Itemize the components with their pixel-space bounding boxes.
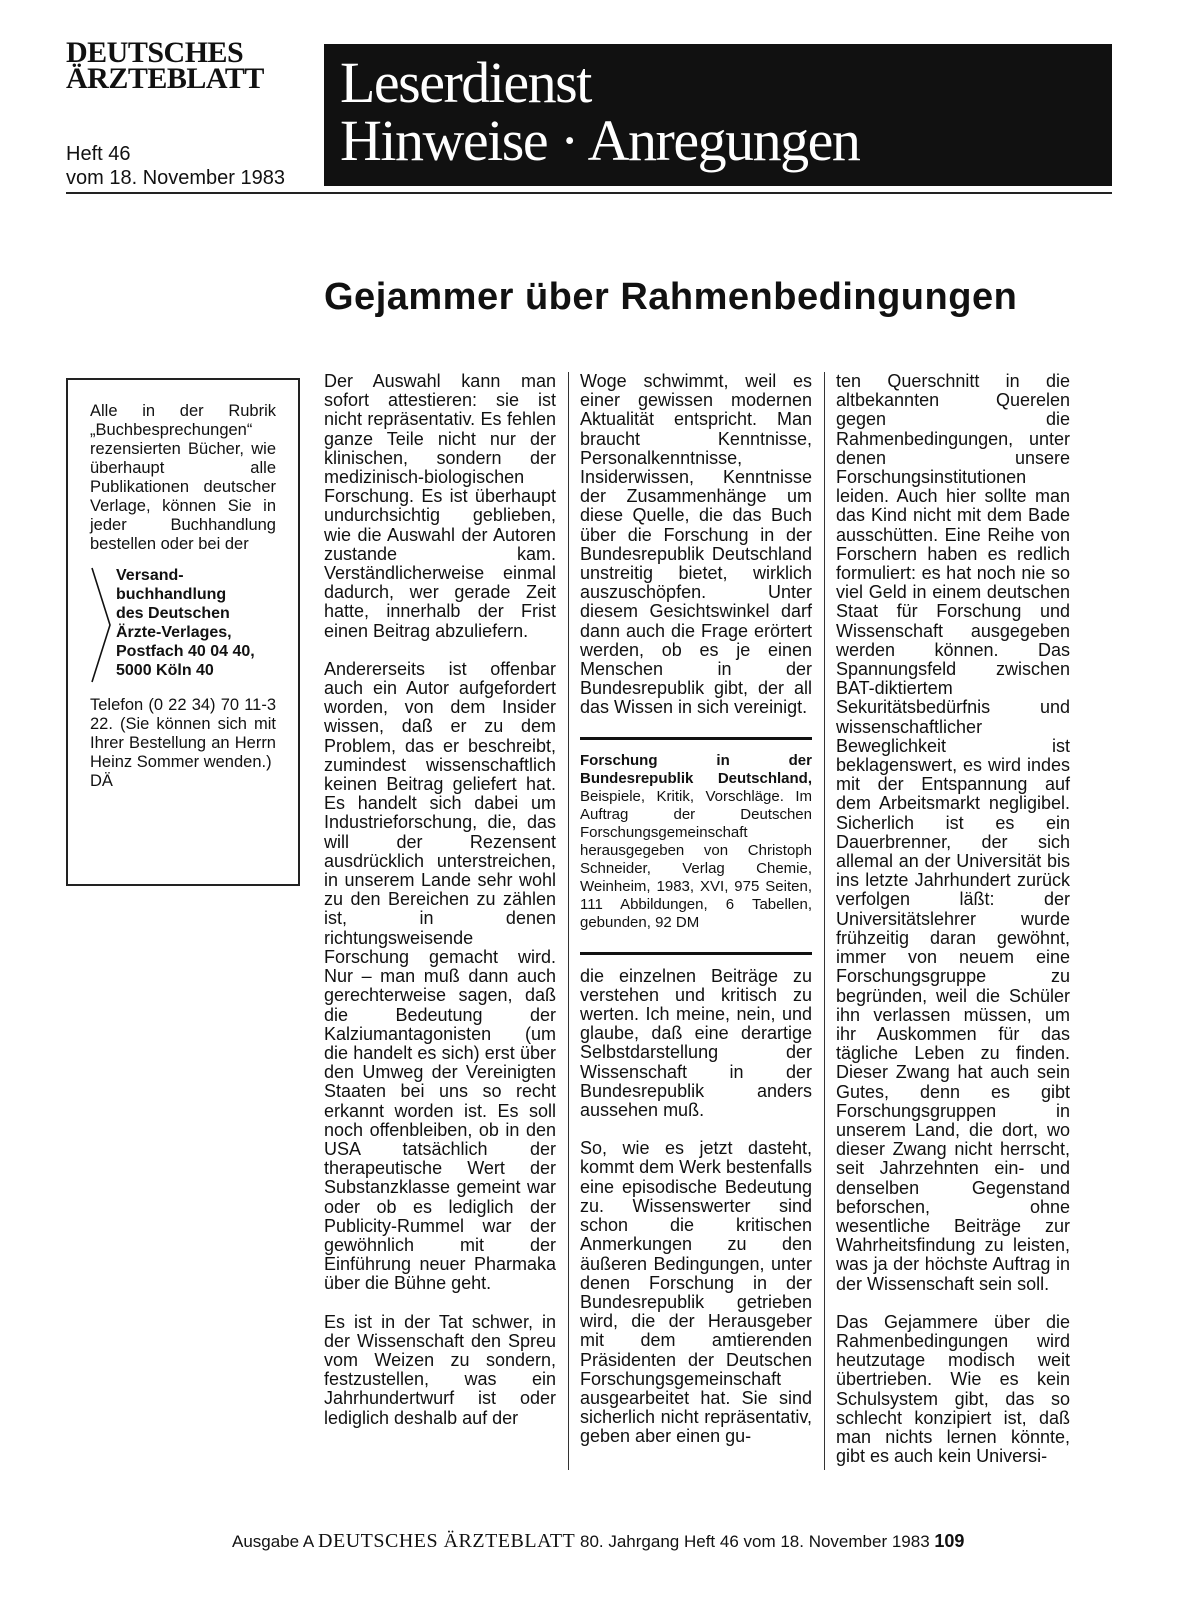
banner-subtitle: Hinweise · Anregungen [340,108,860,173]
paragraph: ten Querschnitt in die altbekannten Querelen gegen die Rahmenbedingungen, unter denen unsere Forschungsinstitutionen leiden. Auch hier sollte man das Kind nicht mit dem Bade ausschütten. Eine Reihe von Forschern haben es redlich formuliert: es hat noch nie so viel Geld in einem deutschen Staat für Forschung und Wissenschaft ausgegeben werden können. Das Spannungsfeld zwischen BAT-diktiertem Sekuritätsbedürfnis und wissenschaftlicher Beweglichkeit ist beklagenswert, es wird indes mit der Entspannung auf dem Arbeitsmarkt negligibel. Sicherlich ist es ein Dauerbrenner, der sich allemal an der Universität bis ins letzte Jahrhundert zurück verfolgen läßt: der Universitätslehrer wurde frühzeitig daran gewöhnt, immer von neuem eine Forschungsgruppe zu begründen, weil die Schüler ihn verlassen müssen, um ihr Auskommen für das tägliche Leben zu finden. Dieser Zwang hat auch sein Gutes, denn es gibt Forschungsgruppen in unserem Land, die dort, wo dieser Zwang nicht herrscht, seit Jahrzehnten ein- und denselben Gegenstand beforschen, ohne wesentliche Beiträge zur Wahrheitsfindung zu leisten, was ja der höchste Auftrag in der Wissenschaft sein soll. [836,371,1070,1294]
issue-number: Heft 46 [66,143,131,165]
paragraph: Das Gejammere über die Rahmenbedingungen wird heutzutage modisch weit übertrieben. Wie es kein Schulsystem gibt, das so schlecht konzipiert ist, daß man nichts lernen könnte, gibt es auch kein Universi- [836,1311,1070,1467]
notice-signature: DÄ [90,772,113,790]
paragraph: Es ist in der Tat schwer, in der Wissenschaft den Spreu vom Weizen zu sondern, festzustellen, was ein Jahrhundertwurf ist oder lediglich deshalb auf der [324,1311,556,1428]
article-column-1 [324,372,556,1447]
address-line: buchhandlung [116,586,227,603]
column-divider [824,372,825,1470]
paragraph: Andererseits ist offenbar auch ein Autor aufgefordert worden, von dem Insider wissen, daß er zu dem Problem, das er beschreibt, zumindest wissenschaftlich keinen Beitrag geliefert hat. Es handelt sich dabei um Industrieforschung, die, das will der Rezensent ausdrücklich unterstreichen, in unserem Lande sehr wohl zu den Bereichen zu zählen ist, in denen richtungsweisende Forschung gemacht wird. Nur – man muß dann auch gerechterweise sagen, daß die Bedeutung der Kalziumantagonisten (um die handelt es sich) erst über den Umweg der Vereinigten Staaten bei uns so recht erkannt worden ist. Es soll noch offenbleiben, ob in den USA tatsächlich der therapeutische Wert der Substanzklasse gemeint war oder ob es lediglich der Publicity-Rummel war der gewöhnlich mit der Einführung neuer Pharmaka über die Bühne geht. [324,658,556,1294]
header-divider [66,192,1112,194]
address-line: des Deutschen [116,605,230,622]
masthead-line2: ÄRZTEBLATT [66,62,264,95]
bracket-arrow-icon [90,566,114,684]
book-reference-rule [580,952,812,955]
paragraph: So, wie es jetzt dasteht, kommt dem Werk bestenfalls eine episodische Bedeutung zu. Wissenswerter sind schon die kritischen Anmerkungen zu den äußeren Bedingungen, unter denen Forschung in der Bundesrepublik getrieben wird, die der Herausgeber mit dem amtierenden Präsidenten der Deutschen Forschungsgemeinschaft ausgearbeitet hat. Sie sind sicherlich nicht repräsentativ, geben aber einen gu- [580,1138,812,1447]
article-headline: Gejammer über Rahmenbedingungen [324,276,1018,318]
ordering-notice-box [66,378,300,886]
footer-brand: DEUTSCHES ÄRZTEBLATT [318,1530,576,1552]
address-line: 5000 Köln 40 [116,662,214,679]
column-divider [568,372,569,1470]
masthead-line1: DEUTSCHES [66,36,244,69]
footer-edition: Ausgabe A [232,1532,314,1551]
section-banner [324,44,1112,186]
book-reference [580,752,812,932]
address-line: Postfach 40 04 40, [116,643,255,660]
book-reference-rule [580,737,812,740]
notice-contact: Telefon (0 22 34) 70 11-3 22. (Sie können sich mit Ihrer Bestellung an Herrn Heinz Sommer wenden.) [90,696,276,771]
publisher-address [90,566,276,680]
masthead-logo [66,36,306,95]
footer-volume: 80. Jahrgang Heft 46 vom 18. November 1983 [580,1532,930,1551]
address-line: Versand- [116,567,184,584]
article-column-3 [836,372,1070,1485]
paragraph: die einzelnen Beiträge zu verstehen und kritisch zu werten. Ich meine, nein, und glaube, daß eine derartige Selbstdarstellung der Wissenschaft in der Bundesrepublik anders aussehen muß. [580,965,812,1121]
paragraph: Der Auswahl kann man sofort attestieren: sie ist nicht repräsentativ. Es fehlen ganze Teile nicht nur der klinischen, sondern der medizinisch-biologischen Forschung. Es ist überhaupt undurchsichtig geblieben, wie die Auswahl der Autoren zustande kam. Verständlicherweise einmal dadurch, wer gerade Zeit hatte, innerhalb der Frist einen Beitrag abzuliefern. [324,371,556,641]
issue-date: vom 18. November 1983 [66,167,286,189]
issue-info [66,142,316,190]
article-column-2 [580,372,812,1466]
page-footer [232,1530,1112,1553]
book-details: Beispiele, Kritik, Vorschläge. Im Auftrag der Deutschen Forschungsgemeinschaft herausgegeben von Christoph Schneider, Verlag Chemie, Weinheim, 1983, XVI, 975 Seiten, 111 Abbildungen, 6 Tabellen, gebunden, 92 DM [580,787,812,931]
page-number: 109 [934,1531,965,1551]
banner-title: Leserdienst [340,50,591,115]
notice-intro: Alle in der Rubrik „Buchbesprechungen“ rezensierten Bücher, wie überhaupt alle Publikationen deutscher Verlage, können Sie in jeder Buchhandlung bestellen oder bei der [90,402,276,553]
address-line: Ärzte-Verlages, [116,624,232,641]
book-title: Forschung in der Bundesrepublik Deutschland, [580,751,812,787]
paragraph: Woge schwimmt, weil es einer gewissen modernen Aktualität entspricht. Man braucht Kenntnisse, Personalkenntnisse, Insiderwissen, Kenntnisse der Zusammenhänge um diese Quelle, die das Buch über die Forschung in der Bundesrepublik Deutschland unstreitig bietet, wirklich auszuschöpfen. Unter diesem Gesichtswinkel darf dann auch die Frage erörtert werden, ob es je einen Menschen in der Bundesrepublik gibt, der all das Wissen in sich vereinigt. [580,371,812,718]
